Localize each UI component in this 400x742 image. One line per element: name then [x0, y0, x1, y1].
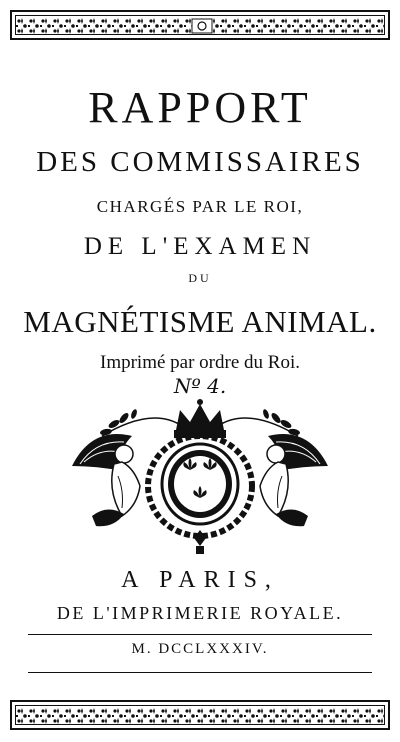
charged-by-king-line: CHARGÉS PAR LE ROI, — [96, 197, 304, 216]
date-rule-top — [28, 634, 372, 635]
subtitle-commissaires: DES COMMISSAIRES — [36, 146, 364, 178]
bottom-ornamental-border — [10, 700, 390, 730]
ornament-pattern-icon — [16, 706, 385, 725]
ornament-pattern-icon — [16, 16, 385, 35]
subject-magnetisme-animal: MAGNÉTISME ANIMAL. — [23, 304, 377, 339]
royal-arms-with-angels-icon — [62, 396, 338, 558]
printed-by-order-line: Imprimé par ordre du Roi. — [100, 352, 300, 373]
top-ornamental-border — [10, 10, 390, 40]
handwritten-number: Nº 4. — [173, 374, 227, 398]
title-rapport: RAPPORT — [88, 83, 312, 132]
date-rule-bottom — [28, 672, 372, 673]
examen-line: DE L'EXAMEN — [83, 233, 317, 260]
publication-date: M. DCCLXXXIV. — [131, 641, 269, 657]
place-paris: A PARIS, — [121, 567, 279, 593]
du-line: DU — [188, 271, 212, 285]
printer-imprimerie-royale: DE L'IMPRIMERIE ROYALE. — [56, 603, 344, 623]
